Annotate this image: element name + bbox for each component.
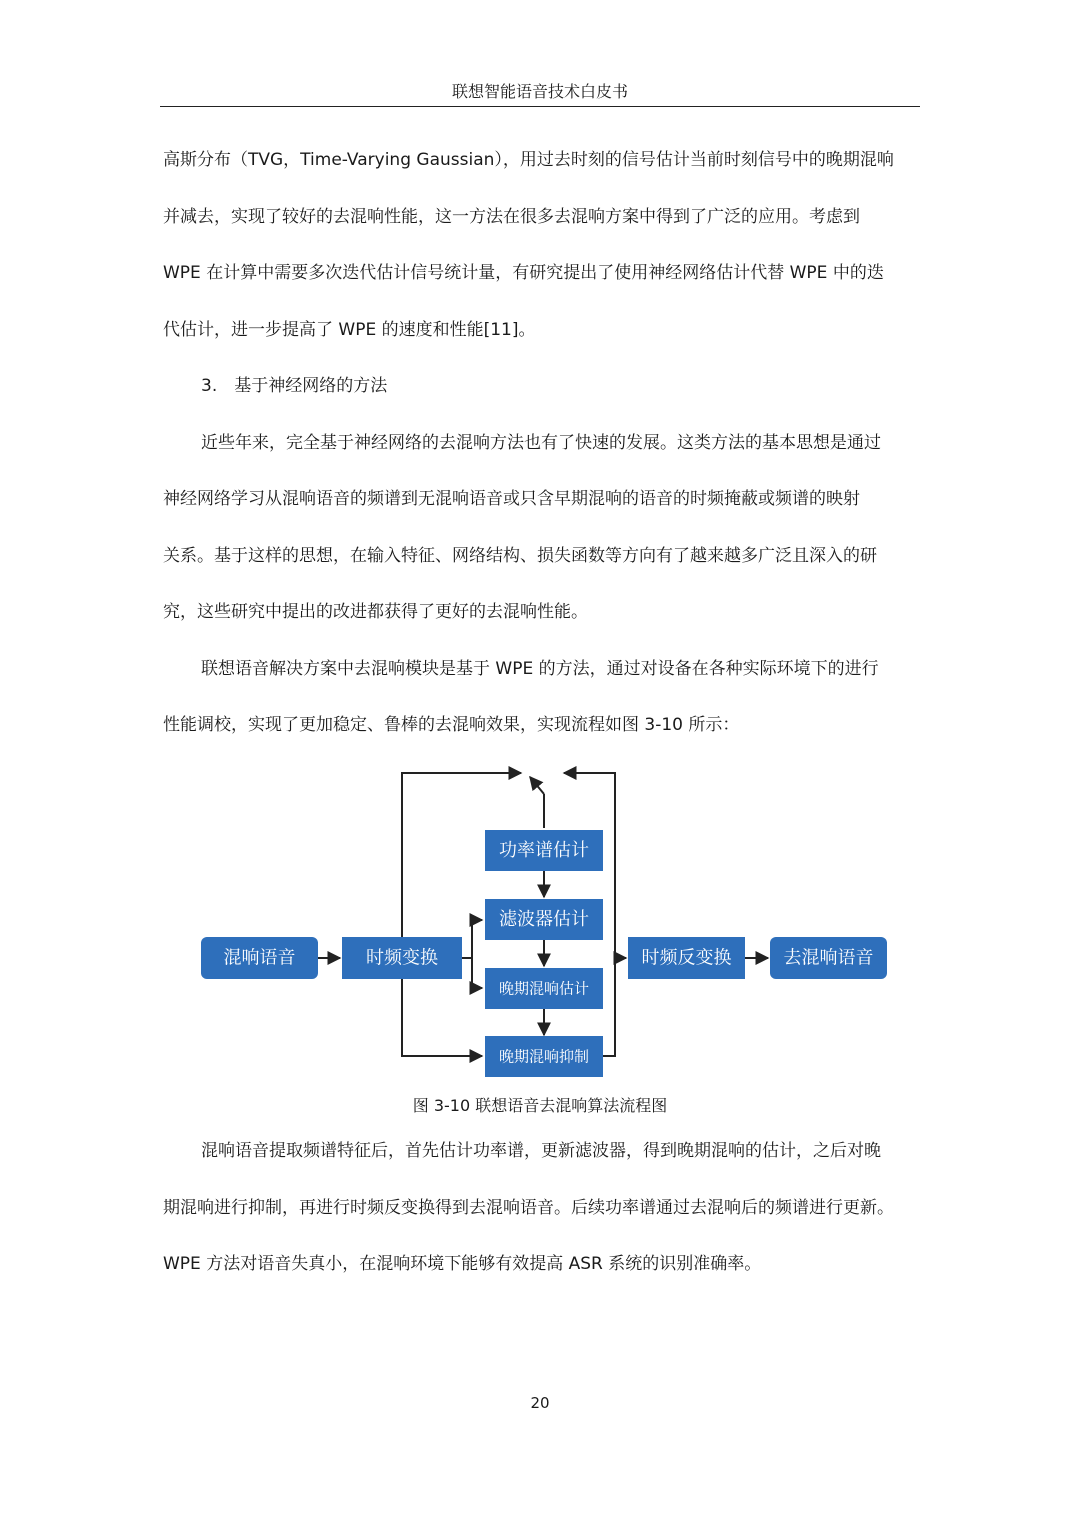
body-text-middle [163, 358, 918, 754]
paragraph-line: 联想语音解决方案中去混响模块是基于 WPE 的方法，通过对设备在各种实际环境下的进行 [201, 658, 879, 679]
node-label: 时频变换 [366, 947, 438, 969]
edge-branch-to-filter [472, 920, 482, 958]
paragraph-line: 代估计，进一步提高了 WPE 的速度和性能[11]。 [163, 319, 536, 340]
running-header: 联想智能语音技术白皮书 [451, 82, 628, 101]
node-dereverb-speech [770, 937, 887, 979]
node-label: 晚期混响抑制 [498, 1047, 590, 1066]
edge-stft-to-suppression [402, 976, 482, 1056]
body-text-bottom [163, 1123, 918, 1293]
edge-branch-to-late-est [472, 958, 482, 988]
node-label: 晚期混响估计 [498, 979, 590, 998]
paragraph-line: 混响语音提取频谱特征后，首先估计功率谱，更新滤波器，得到晚期混响的估计，之后对晚 [201, 1141, 881, 1161]
paragraph-line: WPE 在计算中需要多次迭代估计信号统计量，有研究提出了使用神经网络估计代替 WPE 中的迭 [163, 263, 884, 283]
node-late-reverb-estimation [485, 968, 603, 1009]
paragraph-line: 并减去，实现了较好的去混响性能，这一方法在很多去混响方案中得到了广泛的应用。考虑到 [163, 206, 860, 227]
node-label: 时频反变换 [641, 947, 732, 969]
node-reverb-speech [201, 937, 318, 979]
node-label: 混响语音 [223, 947, 296, 969]
node-label: 功率谱估计 [499, 840, 589, 861]
node-label: 滤波器估计 [499, 909, 589, 930]
node-power-spectrum [485, 830, 603, 871]
node-istft [628, 937, 745, 979]
paragraph-line: 期混响进行抑制，再进行时频反变换得到去混响语音。后续功率谱通过去混响后的频谱进行更新。 [163, 1197, 894, 1218]
paragraph-line: 近些年来，完全基于神经网络的去混响方法也有了快速的发展。这类方法的基本思想是通过 [201, 432, 881, 453]
node-stft [342, 937, 462, 979]
node-filter-estimation [485, 899, 603, 940]
paragraph-line: 高斯分布（TVG，Time-Varying Gaussian），用过去时刻的信号估计当前时刻信号中的晚期混响 [163, 150, 894, 170]
section-heading: 3. 基于神经网络的方法 [201, 376, 388, 396]
edge-switch-lever [530, 777, 544, 794]
node-label: 去混响语音 [783, 947, 874, 969]
paragraph-line: WPE 方法对语音失真小，在混响环境下能够有效提高 ASR 系统的识别准确率。 [163, 1254, 762, 1274]
paragraph-line: 性能调校，实现了更加稳定、鲁棒的去混响效果，实现流程如图 3-10 所示： [163, 715, 740, 735]
header-divider [160, 106, 920, 107]
paragraph-line: 究，这些研究中提出的改进都获得了更好的去混响性能。 [163, 602, 588, 622]
paragraph-line: 神经网络学习从混响语音的频谱到无混响语音或只含早期混响的语音的时频掩蔽或频谱的映射 [163, 489, 860, 509]
body-text-top [163, 132, 918, 358]
node-late-reverb-suppression [485, 1036, 603, 1077]
dereverb-flowchart [195, 762, 895, 1084]
figure-caption: 图 3-10 联想语音去混响算法流程图 [412, 1096, 668, 1115]
paragraph-line: 关系。基于这样的思想，在输入特征、网络结构、损失函数等方向有了越来越多广泛且深入的研 [163, 545, 877, 566]
page-number: 20 [530, 1394, 550, 1412]
